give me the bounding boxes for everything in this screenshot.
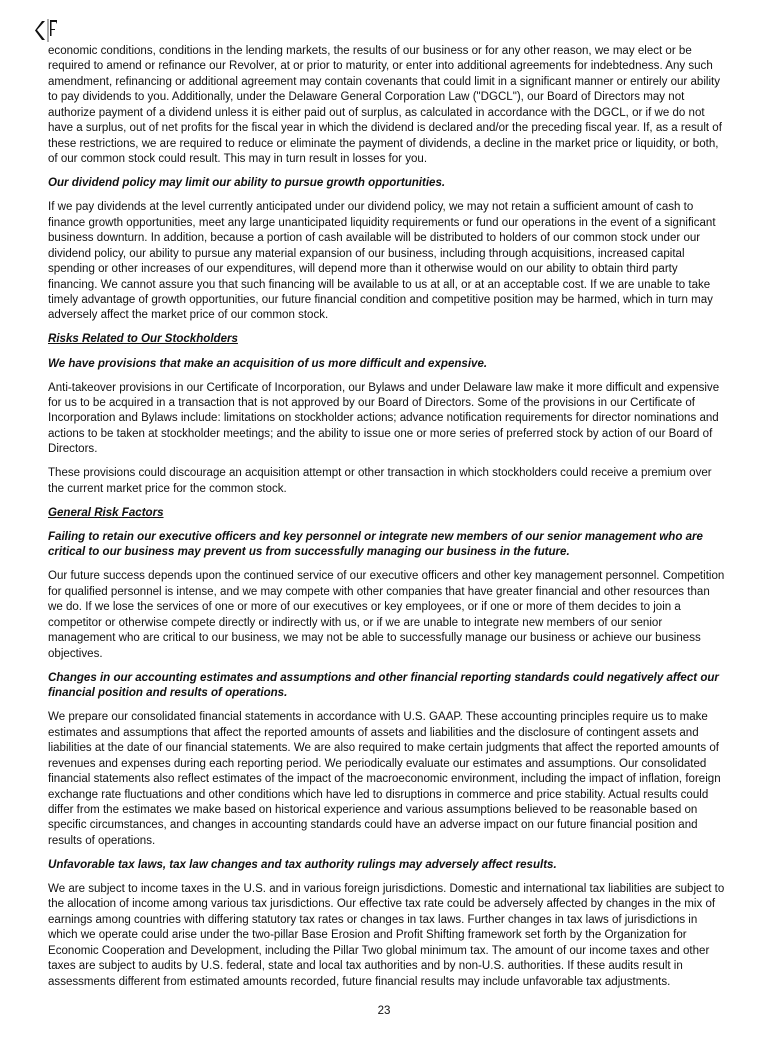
body-paragraph: These provisions could discourage an acquisition attempt or other transaction in which stockholders could receive a premium over the current market price for the common stock. bbox=[48, 467, 712, 495]
body-paragraph: We prepare our consolidated financial statements in accordance with U.S. GAAP. These accounting principles require us to make estimates and assumptions that affect the reported amounts of assets and liabilities and the disclosure of contingent assets and liabilities at the date of our financial statements. We are also required to make certain judgments that affect the reported amounts of revenues and expenses during each reporting period. We periodically evaluate our estimates and assumptions. Our consolidated financial statements also reflect estimates of the impact of the macroeconomic environment, including the impact of inflation, foreign exchange rate fluctuations and other conditions which have led to disruptions in commerce and price stability. Actual results could differ from the estimates we make based on historical experience and various assumptions believed to be reasonable based on specific circumstances, and changes in accounting standards could have an adverse impact on our future financial position and results of operations. bbox=[48, 711, 721, 847]
risk-heading: Our dividend policy may limit our ability to pursue growth opportunities. bbox=[48, 177, 446, 190]
company-logo bbox=[34, 17, 68, 43]
page-number: 23 bbox=[377, 1005, 391, 1018]
risk-heading: Unfavorable tax laws, tax law changes and tax authority rulings may adversely affect results. bbox=[48, 858, 557, 871]
risk-heading: We have provisions that make an acquisition of us more difficult and expensive. bbox=[48, 357, 488, 370]
body-paragraph: If we pay dividends at the level currently anticipated under our dividend policy, we may not retain a sufficient amount of cash to finance growth opportunities, meet any large unanticipated liquidity requirements or fund our operations in the event of a significant business downturn. In addition, because a portion of cash available will be distributed to holders of our common stock under our dividend policy, our ability to pursue any material expansion of our business, including through acquisitions, increased capital spending or other increases of our expenditures, will depend more than it otherwise would on our ability to obtain third party financing. We cannot assure you that such financing will be available to us at all, or at an acceptable cost. If we are unable to take timely advantage of growth opportunities, our future financial condition and competitive position may be harmed, which in turn may adversely affect the market price of our common stock. bbox=[48, 201, 716, 322]
section-heading: General Risk Factors bbox=[48, 506, 164, 519]
body-paragraph: Anti-takeover provisions in our Certificate of Incorporation, our Bylaws and under Delaware law make it more difficult and expensive for us to be acquired in a transaction that is not approved by our Board of Directors. Some of the provisions in our Certificate of Incorporation and Bylaws include: limitations on stockholder actions; advance notification requirements for director nominations and actions to be taken at stockholder meetings; and the ability to issue one or more series of preferred stock by action of our Board of Directors. bbox=[48, 381, 720, 456]
body-paragraph: economic conditions, conditions in the lending markets, the results of our business or for any other reason, we may elect or be required to amend or refinance our Revolver, at or prior to maturity, or enter into additional agreements for indebtedness. Any such amendment, refinancing or additional agreement may contain covenants that could limit in a significant manner or entirely our ability to pay dividends to you. Additionally, under the Delaware General Corporation Law ("DGCL"), our Board of Directors may not authorize payment of a dividend unless it is either paid out of surplus, as calculated in accordance with the DGCL, or if we do not have a surplus, out of net profits for the fiscal year in which the dividend is declared and/or the preceding fiscal year. If, as a result of these restrictions, we are required to reduce or eliminate the payment of dividends, a decline in the market price or liquidity, or both, of our common stock could result. This may in turn result in losses for you. bbox=[48, 45, 722, 166]
body-paragraph: Our future success depends upon the continued service of our executive officers and other key management personnel. Competition for qualified personnel is intense, and we may compete with other companies that have greater financial and other resources than we do. If we lose the services of one or more of our executives or key employees, or if one or more of them decides to join a competitor or otherwise compete directly or indirectly with us, or if we are unable to integrate new members of our senior management who are critical to our business, we may not be able to successfully manage our business or achieve our business objectives. bbox=[48, 570, 725, 660]
body-paragraph: We are subject to income taxes in the U.S. and in various foreign jurisdictions. Domestic and international tax liabilities are subject to the allocation of income among various tax jurisdictions. Our effective tax rate could be adversely affected by changes in the mix of earnings among countries with differing statutory tax rates or changes in tax laws. Further changes in tax laws of jurisdictions in which we operate could arise under the two-pillar Base Erosion and Profit Shifting framework set forth by the Organization for Economic Cooperation and Development, including the Pillar Two global minimum tax. The amount of our income taxes and other taxes are subject to audits by U.S. federal, state and local tax authorities and by non-U.S. authorities. If these audits result in assessments different from estimated amounts recorded, future financial results may include unfavorable tax adjustments. bbox=[48, 883, 725, 988]
document-body bbox=[48, 0, 726, 990]
risk-heading: Changes in our accounting estimates and assumptions and other financial reporting standards could negatively affect our financial position and results of operations. bbox=[48, 671, 719, 700]
section-heading: Risks Related to Our Stockholders bbox=[48, 333, 238, 346]
risk-heading: Failing to retain our executive officers and key personnel or integrate new members of our senior management who are critical to our business may prevent us from successfully managing our business in the future. bbox=[48, 530, 703, 559]
